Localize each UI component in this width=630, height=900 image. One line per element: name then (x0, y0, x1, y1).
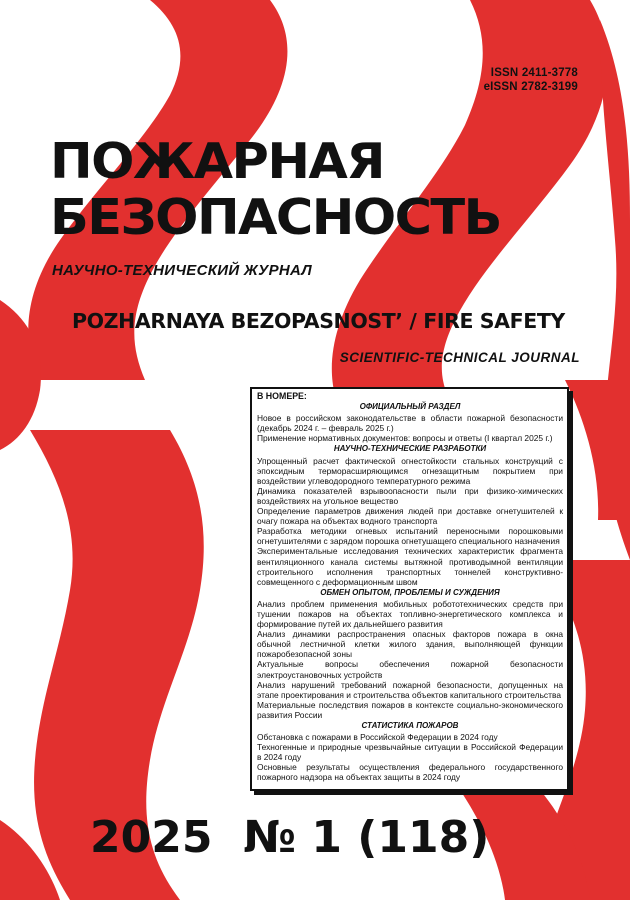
list-item: Упрощенный расчет фактической огнестойкости стальных конструкций с эпоксидным терморасширяющимся огнезащитным покрытием при воздействии углеводородного температурного режима (257, 455, 563, 486)
subtitle-ru: НАУЧНО-ТЕХНИЧЕСКИЙ ЖУРНАЛ (52, 262, 312, 279)
list-item: Основные результаты осуществления федерального государственного пожарного надзора на объектах защиты в 2024 году (257, 762, 563, 783)
issn-block (484, 66, 578, 94)
list-item: Разработка методики огневых испытаний переносными порошковыми огнетушителями с зарядом порошка огнетушащего специального назначения (257, 526, 563, 547)
list-item: Актуальные вопросы обеспечения пожарной безопасности электроустановочных устройств (257, 659, 563, 680)
list-item: Анализ динамики распространения опасных факторов пожара в окна обычной лестничной клетки жилого здания, выполняющей функции пожаробезопасной зоны (257, 629, 563, 660)
contents-heading: В НОМЕРЕ: (257, 391, 307, 401)
list-item: Определение параметров движения людей при доставке огнетушителей к очагу пожара на объектах водного транспорта (257, 506, 563, 527)
issue-number: 2025 № 1 (118) (90, 812, 490, 863)
section-title: НАУЧНО-ТЕХНИЧЕСКИЕ РАЗРАБОТКИ (333, 444, 487, 454)
list-item: Техногенные и природные чрезвычайные ситуации в Российской Федерации в 2024 году (257, 742, 563, 763)
title-line-1: ПОЖАРНАЯ (50, 133, 385, 190)
list-item: Экспериментальные исследования технических характеристик фрагмента вентиляционного канала системы вытяжной противодымной вентиляции строительного исполнения транспортных тоннелей конструктивно-совмещенного с деформационным швом (257, 546, 563, 587)
title-line-2: БЕЗОПАСНОСТЬ (50, 189, 501, 246)
section-title: СТАТИСТИКА ПОЖАРОВ (361, 721, 459, 730)
subtitle-en: SCIENTIFIC-TECHNICAL JOURNAL (339, 350, 580, 365)
section-title: ОФИЦИАЛЬНЫЙ РАЗДЕЛ (359, 402, 461, 412)
list-item: Новое в российском законодательстве в области пожарной безопасности (декабрь 2024 г. – февраль 2025 г.) (257, 413, 563, 434)
contents-box (250, 387, 569, 791)
list-item: Анализ проблем применения мобильных робототехнических средств при тушении пожаров на объектах топливно-энергетического комплекса и формирование путей их дальнейшего развития (257, 598, 563, 630)
issn: ISSN 2411-3778 (490, 67, 578, 79)
title-en: POZHARNAYA BEZOPASNOST’ / FIRE SAFETY (72, 309, 565, 333)
list-item: Анализ нарушений требований пожарной безопасности, допущенных на этапе проектирования и строительства объектов капитального строительства (257, 679, 563, 700)
eissn: eISSN 2782-3199 (483, 81, 578, 93)
list-item: Динамика показателей взрывоопасности пыли при физико-химических воздействиях на угольное вещество (257, 485, 563, 506)
list-item: Обстановка с пожарами в Российской Федерации в 2024 году (257, 732, 498, 743)
list-item: Применение нормативных документов: вопросы и ответы (I квартал 2025 г.) (257, 433, 553, 444)
section-title: ОБМЕН ОПЫТОМ, ПРОБЛЕМЫ И СУЖДЕНИЯ (320, 587, 500, 597)
list-item: Материальные последствия пожаров в контексте социально-экономического развития России (257, 699, 563, 720)
